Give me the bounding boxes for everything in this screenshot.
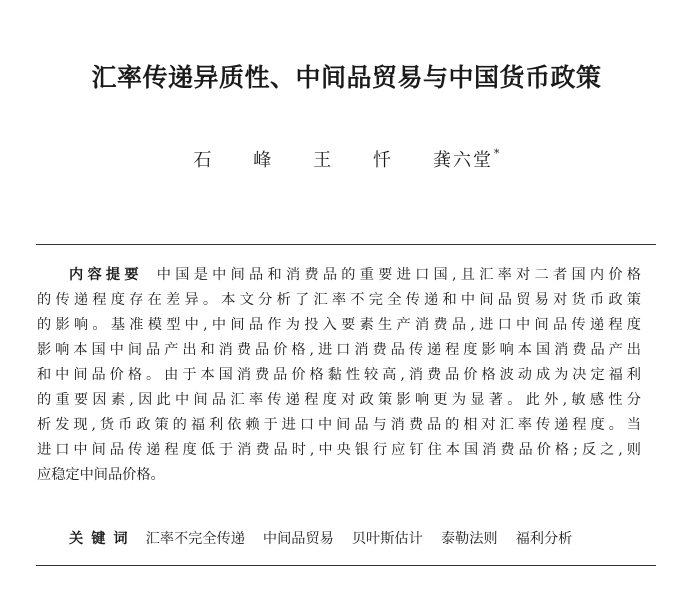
abstract-line: 析发现,货币政策的福利依赖于进口中间品与消费品的相对汇率传递程度。当 <box>37 417 641 433</box>
abstract-line-text: 中国是中间品和消费品的重要进口国,且汇率对二者国内价格 <box>156 267 641 283</box>
abstract-line: 和中间品价格。由于本国消费品价格黏性较高,消费品价格波动成为决定福利 <box>37 367 641 383</box>
abstract-line <box>37 263 641 288</box>
keywords-label: 关键词 <box>69 531 136 547</box>
abstract-line: 的传递程度存在差异。本文分析了汇率不完全传递和中间品贸易对货币政策 <box>37 292 641 308</box>
keyword: 中间品贸易 <box>262 531 334 547</box>
keyword: 贝叶斯估计 <box>351 531 423 547</box>
keyword: 泰勒法则 <box>440 531 498 547</box>
author-footnote-mark: * <box>493 147 500 160</box>
abstract-line: 进口中间品传递程度低于消费品时,中央银行应钉住本国消费品价格;反之,则 <box>37 442 641 458</box>
bottom-divider <box>36 565 656 566</box>
author-name: 王 忏 <box>313 150 409 171</box>
keyword: 福利分析 <box>515 531 573 547</box>
abstract-block <box>37 263 641 488</box>
paper-title: 汇率传递异质性、中间品贸易与中国货币政策 <box>91 63 602 92</box>
abstract-label: 内容提要 <box>69 267 143 283</box>
author-name: 石 峰 <box>193 150 290 171</box>
keyword: 汇率不完全传递 <box>145 531 245 547</box>
abstract-line: 的重要因素,因此中间品汇率传递程度对政策影响更为显著。此外,敏感性分 <box>37 392 641 408</box>
top-divider <box>36 244 656 245</box>
abstract-line: 的影响。基准模型中,中间品作为投入要素生产消费品,进口中间品传递程度 <box>37 317 641 333</box>
keywords-row <box>69 527 649 552</box>
author-name: 龚六堂 <box>432 150 493 171</box>
abstract-line: 影响本国中间品产出和消费品价格,进口消费品传递程度影响本国消费品产出 <box>37 342 641 358</box>
abstract-line: 应稳定中间品价格。 <box>37 467 165 483</box>
author-line <box>0 146 693 172</box>
